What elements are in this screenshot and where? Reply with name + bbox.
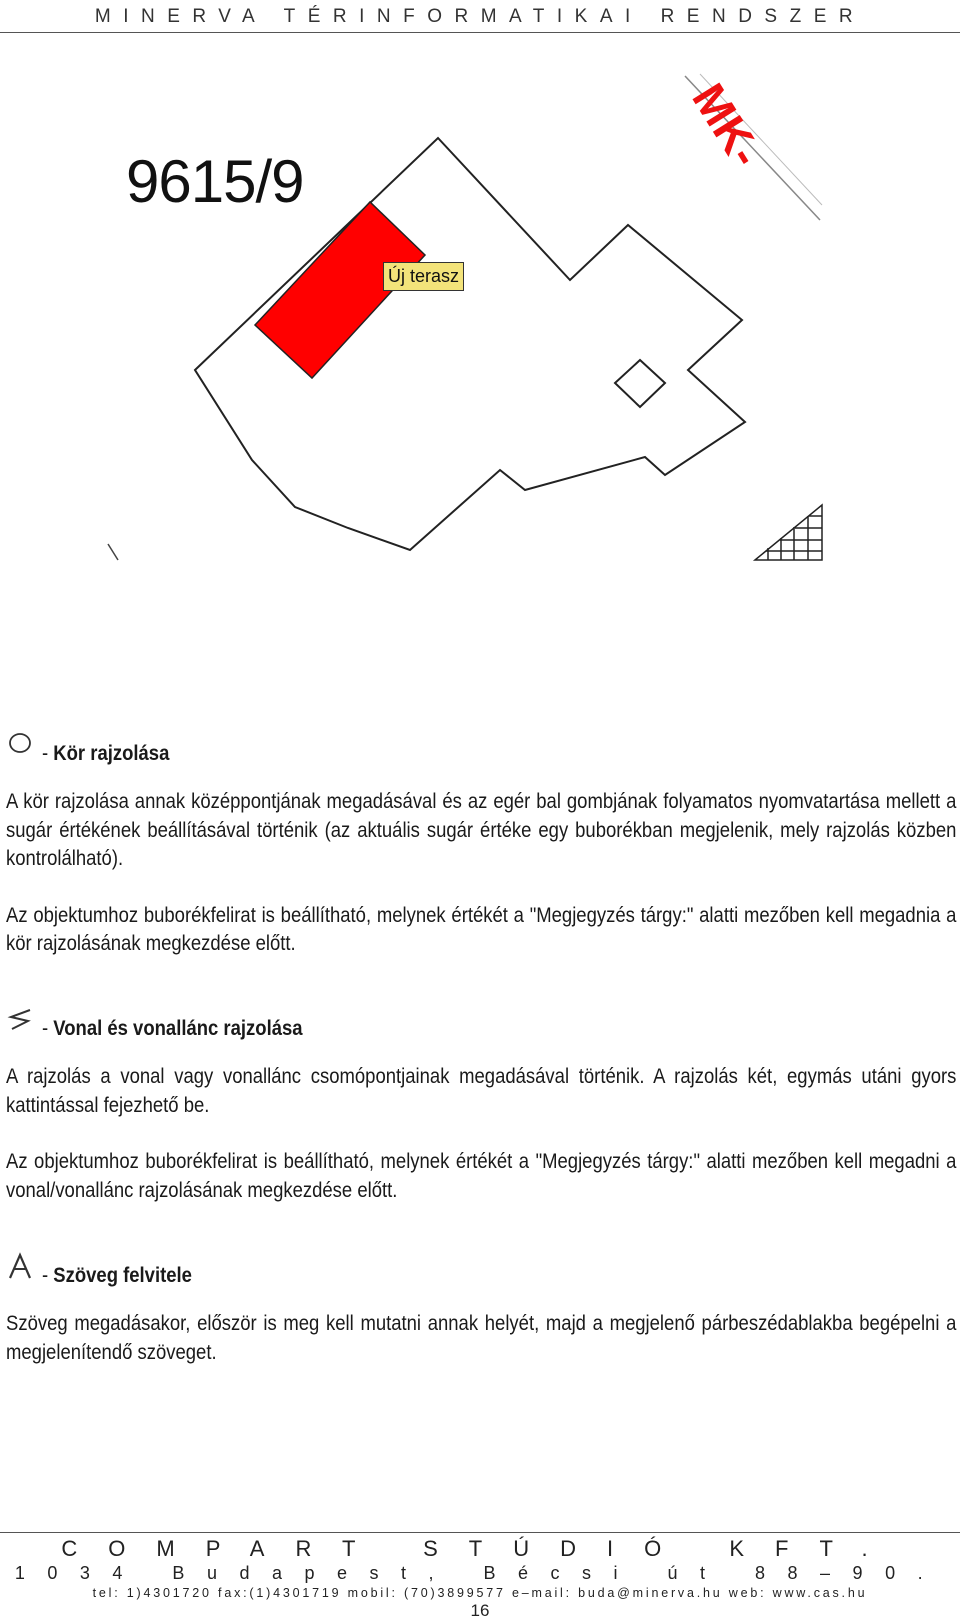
section-paragraph: Az objektumhoz buborékfelirat is beállítható, melynek értékét a "Megjegyzés tárgy:" alatti mezőben kell megadnia a kör rajzolásának megkezdése előtt. [6, 903, 957, 955]
footer-address: 1034 Budapest, Bécsi út 88–90. [14, 1563, 946, 1583]
page-number: 16 [470, 1601, 490, 1620]
footer-divider [0, 1532, 960, 1533]
section-circle [6, 730, 956, 959]
street-name-fragment: MK- [682, 74, 773, 176]
footer-company: COMPART STÚDIÓ KFT. [61, 1536, 899, 1561]
section-title: - Kör rajzolása [42, 742, 170, 765]
section-title: - Szöveg felvitele [42, 1264, 192, 1287]
parcel-number-label: 9615/9 [126, 148, 304, 215]
section-heading [6, 1252, 956, 1286]
section-polyline [6, 1005, 956, 1205]
bubble-label: Új terasz [383, 262, 464, 291]
building-notch [615, 360, 665, 407]
section-heading [6, 1005, 956, 1039]
text-tool-icon [6, 1252, 36, 1282]
polyline-tool-icon [6, 1005, 36, 1035]
section-paragraph: Szöveg megadásakor, először is meg kell mutatni annak helyét, majd a megjelenő párbeszédablakba begépelni a megjelenítendő szöveget. [6, 1312, 957, 1364]
circle-tool-icon [6, 730, 36, 760]
map-tick [108, 544, 118, 560]
header-divider [0, 32, 960, 33]
footer-contact: tel: 1)4301720 fax:(1)4301719 mobil: (70)3899577 e–mail: buda@minerva.hu web: www.cas.hu [92, 1586, 868, 1600]
section-paragraph: Az objektumhoz buborékfelirat is beállítható, melynek értékét a "Megjegyzés tárgy:" alatti mezőben kell megadni a vonal/vonallánc rajzolásának megkezdése előtt. [6, 1150, 957, 1202]
section-paragraph: A rajzolás a vonal vagy vonallánc csomópontjainak megadásával történik. A rajzolás két, egymás utáni gyors kattintással fejezhető be. [6, 1065, 957, 1117]
page-header-title: MINERVA TÉRINFORMATIKAI RENDSZER [94, 6, 866, 27]
section-paragraph: A kör rajzolása annak középpontjának megadásával és az egér bal gombjának folyamatos nyomvatartása mellett a sugár értékének beállításával történik (az aktuális sugár értéke egy buborékban megjelenik, mely rajzolás közben kontrolálható). [6, 790, 957, 870]
map-figure [100, 70, 860, 590]
section-text [6, 1252, 956, 1367]
section-title: - Vonal és vonallánc rajzolása [42, 1017, 303, 1040]
hatch-area [755, 505, 822, 560]
section-heading [6, 730, 956, 764]
